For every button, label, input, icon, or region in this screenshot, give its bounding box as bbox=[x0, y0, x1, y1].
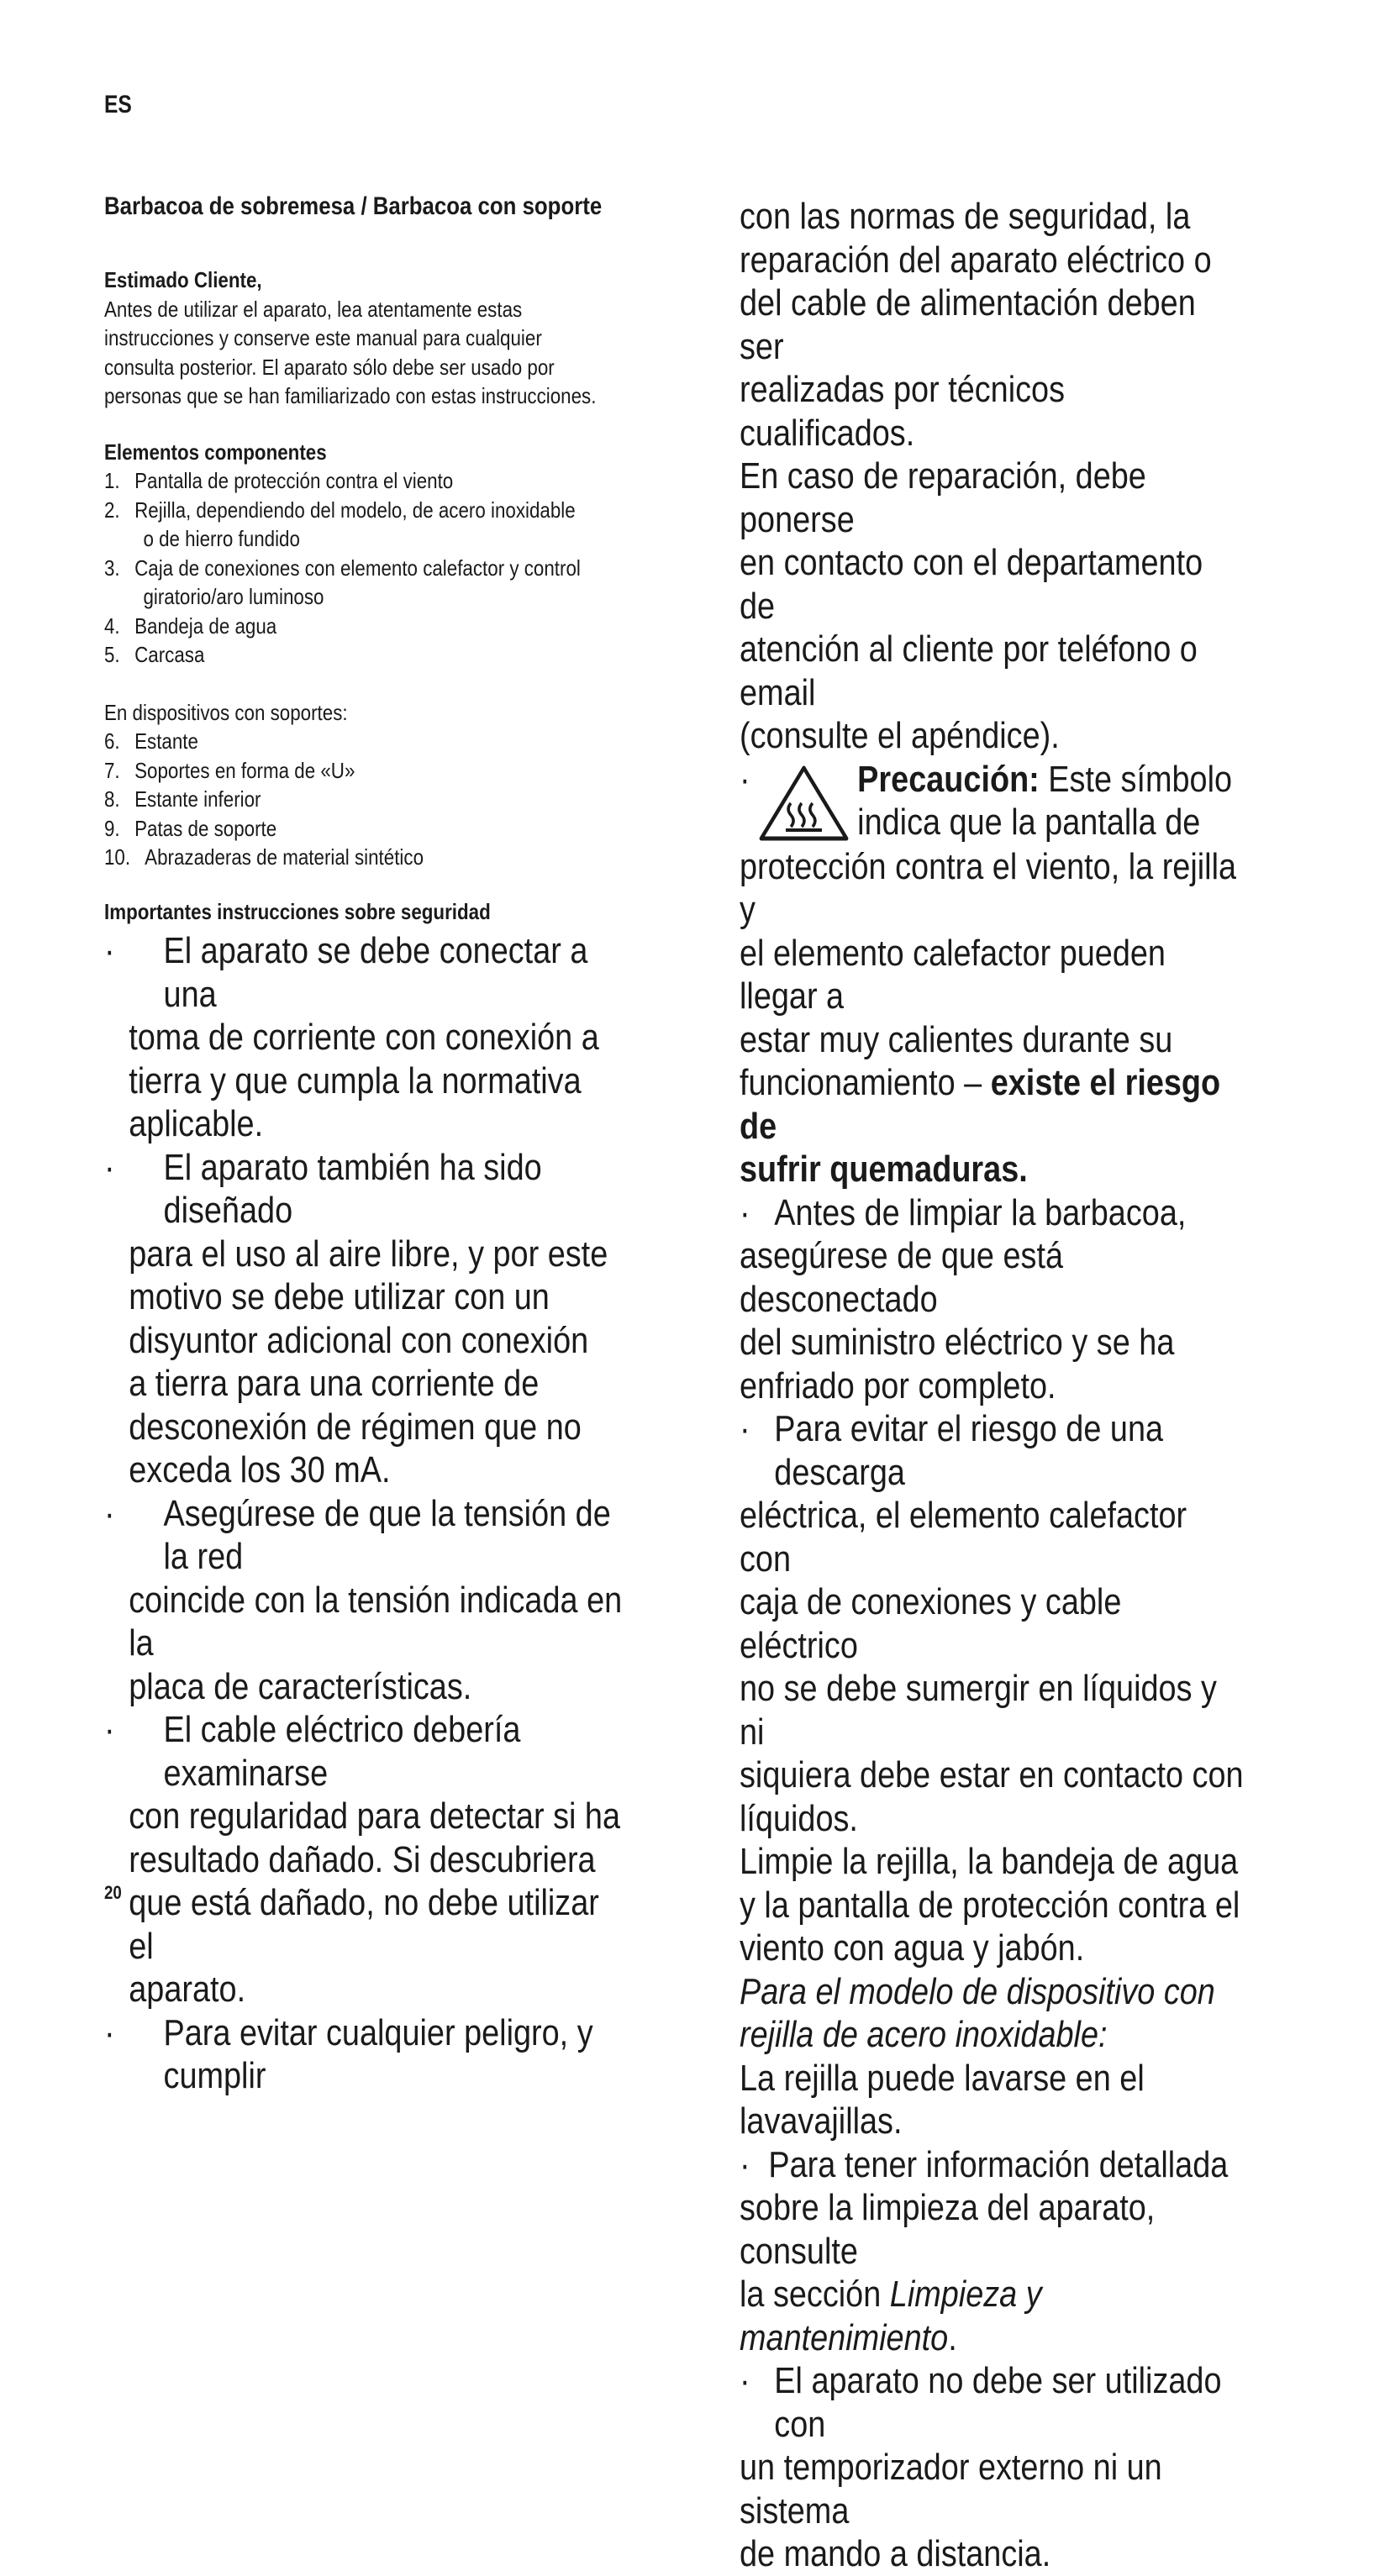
page-number: 20 bbox=[104, 1882, 122, 1903]
list-item: 6. Estante bbox=[104, 728, 198, 754]
info-bullet: · Para tener información detallada sobre la limpieza del aparato, consulte la sección Limpieza y mantenimiento. bbox=[740, 2143, 1229, 2358]
intro-line: personas que se han familiarizado con estas instrucciones. bbox=[104, 383, 597, 408]
intro-line: consulta posterior. El aparato sólo debe ser usado por bbox=[104, 354, 555, 380]
bullet-mark: · bbox=[104, 1492, 115, 1534]
list-item: 5. Carcasa bbox=[104, 642, 205, 667]
list-item: 2. Rejilla, dependiendo del modelo, de acero inoxidable bbox=[104, 497, 576, 523]
language-code: ES bbox=[104, 91, 132, 118]
safety-heading: Importantes instrucciones sobre seguridad bbox=[104, 898, 491, 924]
list-item: 8. Estante inferior bbox=[104, 786, 261, 812]
list-item-continuation: o de hierro fundido bbox=[143, 526, 300, 551]
hot-surface-warning-icon bbox=[757, 763, 851, 844]
bullet-mark: · bbox=[104, 1709, 115, 1750]
safety-bullet: · El cable eléctrico debería examinarse con regularidad para detectar si ha resultado dañado. Si descubriera que está dañado, no debe utilizar el aparato. bbox=[104, 1709, 621, 2010]
stand-intro: En dispositivos con soportes: bbox=[104, 699, 348, 725]
caution-block: · Precaución: Este símbolo indica que la pantalla de protección contra el viento, la rejilla y el elemento calefactor pueden llegar a estar muy calientes durante su funcionamiento – existe el riesgo de sufrir quemaduras. bbox=[740, 758, 1237, 1190]
caution-label: Precaución: bbox=[857, 758, 1040, 800]
bullet-mark: · bbox=[740, 2143, 750, 2185]
bullet-mark: · bbox=[740, 1408, 750, 1449]
safety-bullet: · Para evitar cualquier peligro, y cumplir bbox=[104, 2011, 593, 2096]
bullet-mark: · bbox=[740, 758, 750, 800]
bullet-mark: · bbox=[104, 930, 115, 971]
list-item: 9. Patas de soporte bbox=[104, 815, 277, 841]
bullet-mark: · bbox=[740, 2360, 750, 2401]
stand-list bbox=[104, 727, 624, 872]
continued-text: con las normas de seguridad, la reparación del aparato eléctrico o del cable de alimentación deben ser realizadas por técnicos cualificados. En caso de reparación, debe ponerse en contacto con el departamento de atención al cliente por teléfono o email (consulte el apéndice). bbox=[740, 196, 1212, 756]
left-column bbox=[104, 190, 709, 2098]
intro-line: Antes de utilizar el aparato, lea atentamente estas bbox=[104, 296, 523, 322]
components-heading: Elementos componentes bbox=[104, 439, 327, 465]
timer-bullet: · El aparato no debe ser utilizado con un temporizador externo ni un sistema de mando a distancia. bbox=[740, 2360, 1222, 2574]
intro-line: instrucciones y conserve este manual para cualquier bbox=[104, 325, 542, 350]
list-item: 10. Abrazaderas de material sintético bbox=[104, 844, 424, 870]
safety-bullet: · El aparato también ha sido diseñado para el uso al aire libre, y por este motivo se debe utilizar con un disyuntor adicional con conexión a tierra para una corriente de desconexión de régimen que no exceda los 30 mA. bbox=[104, 1146, 608, 1490]
bullet-mark: · bbox=[740, 1191, 750, 1233]
safety-bullet: · Asegúrese de que la tensión de la red coincide con la tensión indicada en la placa de características. bbox=[104, 1492, 623, 1707]
shock-bullet: · Para evitar el riesgo de una descarga eléctrica, el elemento calefactor con caja de conexiones y cable eléctrico no se debe sumergir en líquidos y ni siquiera debe estar en contacto con líquidos. Limpie la rejilla, la bandeja de agua y la pantalla de protección contra el viento con agua y jabón. Para el modelo de dispositivo con rejilla de acero inoxidable: La rejilla puede lavarse en el lavavajillas. bbox=[740, 1408, 1244, 2142]
list-item: 4. Bandeja de agua bbox=[104, 612, 277, 639]
list-item-continuation: giratorio/aro luminoso bbox=[143, 584, 324, 609]
greeting: Estimado Cliente, bbox=[104, 267, 262, 292]
bullet-mark: · bbox=[104, 1146, 115, 1188]
list-item: 7. Soportes en forma de «U» bbox=[104, 757, 355, 783]
safety-bullet: · El aparato se debe conectar a una toma de corriente con conexión a tierra y que cumpla la normativa aplicable. bbox=[104, 930, 599, 1144]
list-item: 1. Pantalla de protección contra el viento bbox=[104, 468, 454, 493]
right-column bbox=[740, 195, 1328, 2576]
bullet-mark: · bbox=[104, 2011, 115, 2053]
cleaning-bullet: · Antes de limpiar la barbacoa, asegúrese de que está desconectado del suministro eléctrico y se ha enfriado por completo. bbox=[740, 1191, 1187, 1406]
list-item: 3. Caja de conexiones con elemento calefactor y control bbox=[104, 555, 581, 581]
document-title: Barbacoa de sobremesa / Barbacoa con soporte bbox=[104, 192, 603, 220]
components-list bbox=[104, 466, 624, 670]
